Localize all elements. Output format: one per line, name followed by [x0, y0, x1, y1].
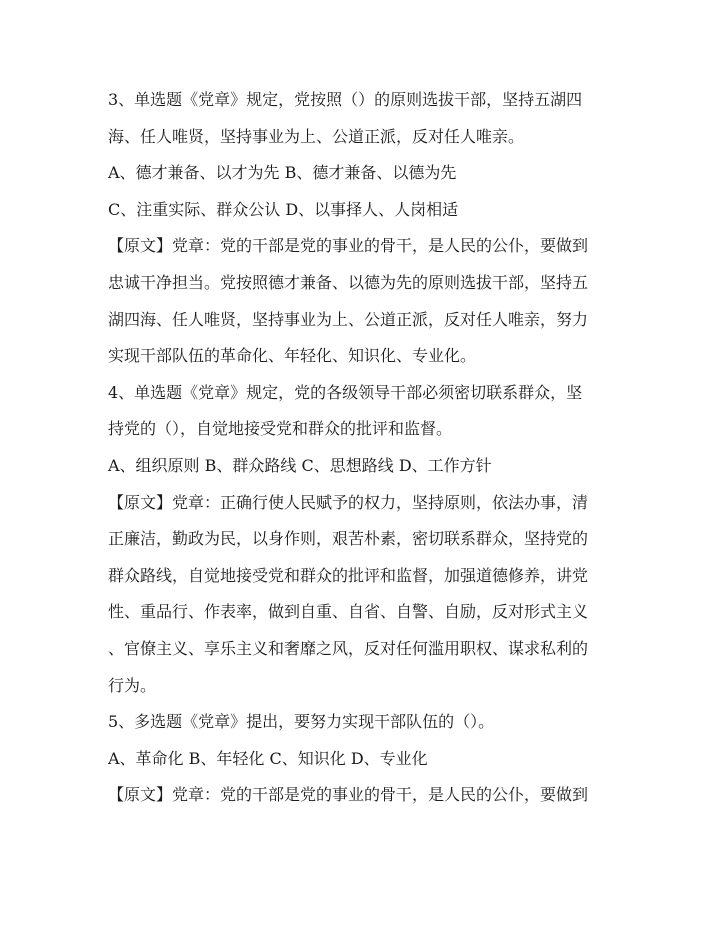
original-text-line: 群众路线，自觉地接受党和群众的批评和监督，加强道德修养，讲党: [108, 565, 589, 585]
question-text-line: 5、多选题《党章》提出，要努力实现干部队伍的（）。: [108, 712, 495, 732]
original-text-line: 性、重品行、作表率，做到自重、自省、自警、自励，反对形式主义: [108, 602, 589, 622]
question-text-line: 4、单选题《党章》规定，党的各级领导干部必须密切联系群众，坚: [108, 382, 583, 402]
original-text-line: 湖四海、任人唯贤，坚持事业为上、公道正派，反对任人唯亲，努力: [108, 309, 589, 329]
question-text-line: 海、任人唯贤，坚持事业为上、公道正派，反对任人唯亲。: [108, 126, 525, 146]
original-text-line: 行为。: [108, 675, 157, 695]
original-text-line: 忠诚干净担当。党按照德才兼备、以德为先的原则选拔干部，坚持五: [108, 272, 589, 292]
original-text-line: 、官僚主义、享乐主义和奢靡之风，反对任何滥用职权、谋求私利的: [108, 638, 589, 658]
question-text-line: 3、单选题《党章》规定，党按照（）的原则选拔干部，坚持五湖四: [108, 90, 583, 109]
document-body: [108, 82, 620, 814]
answer-options-line: A、革命化 B、年轻化 C、知识化 D、专业化: [108, 748, 428, 768]
original-text-line: 正廉洁，勤政为民，以身作则，艰苦朴素，密切联系群众，坚持党的: [108, 529, 589, 549]
answer-options-line: C、注重实际、群众公认 D、以事择人、人岗相适: [108, 199, 459, 219]
original-text-line: 【原文】党章：党的干部是党的事业的骨干，是人民的公仆，要做到: [108, 236, 589, 256]
original-text-line: 实现干部队伍的革命化、年轻化、知识化、专业化。: [108, 346, 477, 366]
original-text-line: 【原文】党章：正确行使人民赋予的权力，坚持原则，依法办事，清: [108, 492, 589, 512]
original-text-line: 【原文】党章：党的干部是党的事业的骨干，是人民的公仆，要做到: [108, 785, 589, 805]
question-text-line: 持党的（），自觉地接受党和群众的批评和监督。: [108, 419, 453, 439]
answer-options-line: A、组织原则 B、群众路线 C、思想路线 D、工作方针: [108, 455, 492, 475]
answer-options-line: A、德才兼备、以才为先 B、德才兼备、以德为先: [108, 163, 457, 183]
